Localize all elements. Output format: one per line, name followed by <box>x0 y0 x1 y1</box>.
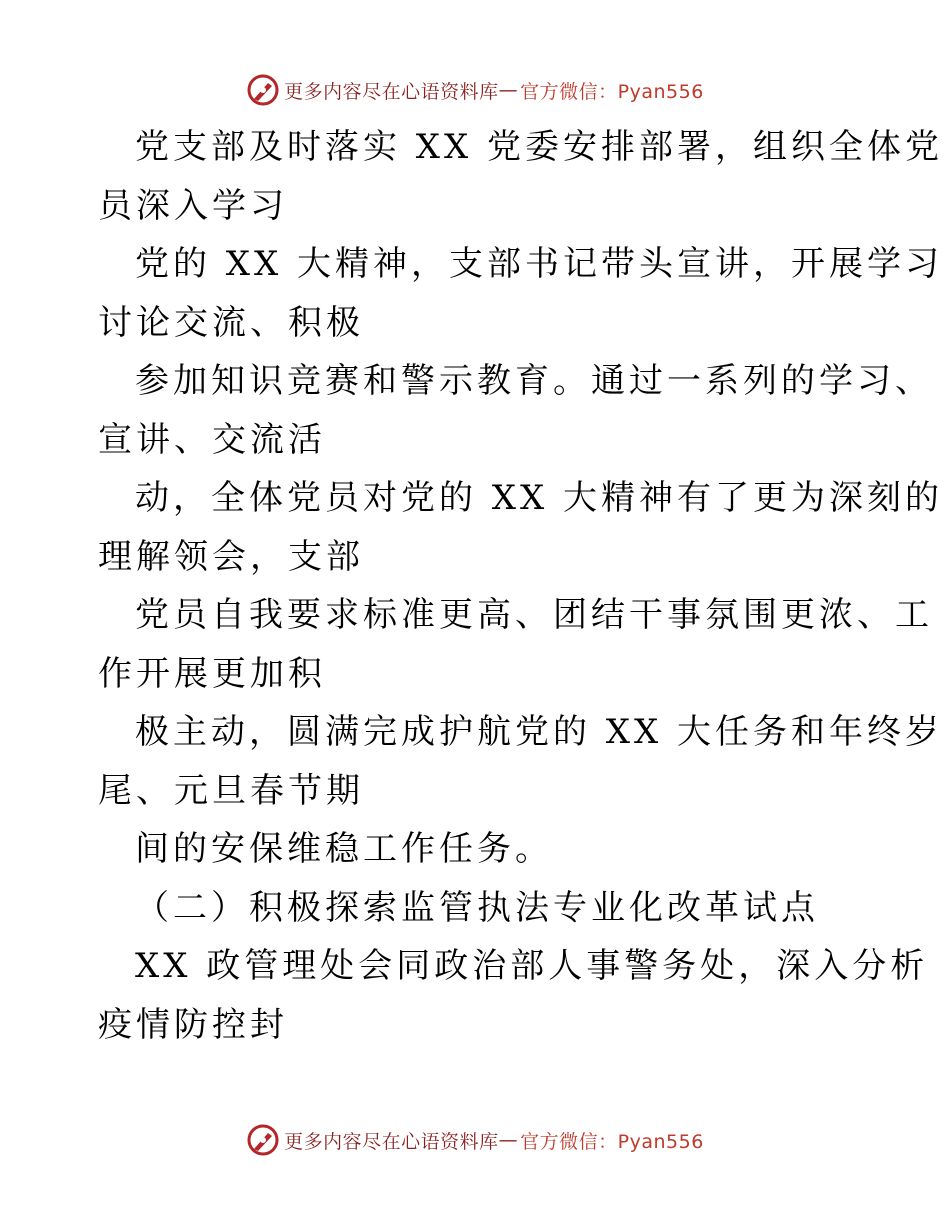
text-line: 讨论交流、积极 <box>98 302 364 343</box>
text-line: 宣讲、交流活 <box>98 419 326 460</box>
text-line: 参加知识竞赛和警示教育。通过一系列的学习、 <box>135 361 933 401</box>
text-line: 间的安保维稳工作任务。 <box>135 829 553 869</box>
document-body <box>98 118 944 1054</box>
text-line: XX 政管理处会同政治部人事警务处，深入分析 <box>135 946 929 986</box>
text-line: 尾、元旦春节期 <box>98 770 364 811</box>
text-line: 动，全体党员对党的 XX 大精神有了更为深刻的 <box>135 478 944 518</box>
text-line: 党支部及时落实 XX 党委安排部署，组织全体党 <box>135 127 944 167</box>
banner-separator: — <box>498 1129 519 1151</box>
pen-logo-icon <box>246 1123 280 1157</box>
banner-separator: — <box>498 79 519 101</box>
text-line: 党员自我要求标准更高、团结干事氛围更浓、工 <box>135 595 933 635</box>
text-line: 作开展更加积 <box>98 653 326 694</box>
text-line: 理解领会，支部 <box>98 536 364 577</box>
footer-banner <box>0 1120 950 1160</box>
banner-text: 更多内容尽在心语资料库 <box>284 1130 499 1153</box>
text-line: 党的 XX 大精神，支部书记带头宣讲，开展学习 <box>135 244 944 284</box>
text-line: 员深入学习 <box>98 185 288 226</box>
header-banner <box>0 70 950 110</box>
banner-text: 更多内容尽在心语资料库 <box>284 80 499 103</box>
text-line: 疫情防控封 <box>98 1004 288 1045</box>
banner-wechat: 官方微信：Pyan556 <box>520 80 704 103</box>
banner-wechat: 官方微信：Pyan556 <box>520 1130 704 1153</box>
section-heading: （二）积极探索监管执法专业化改革试点 <box>135 887 819 928</box>
pen-logo-icon <box>246 73 280 107</box>
text-line: 极主动，圆满完成护航党的 XX 大任务和年终岁 <box>135 712 944 752</box>
